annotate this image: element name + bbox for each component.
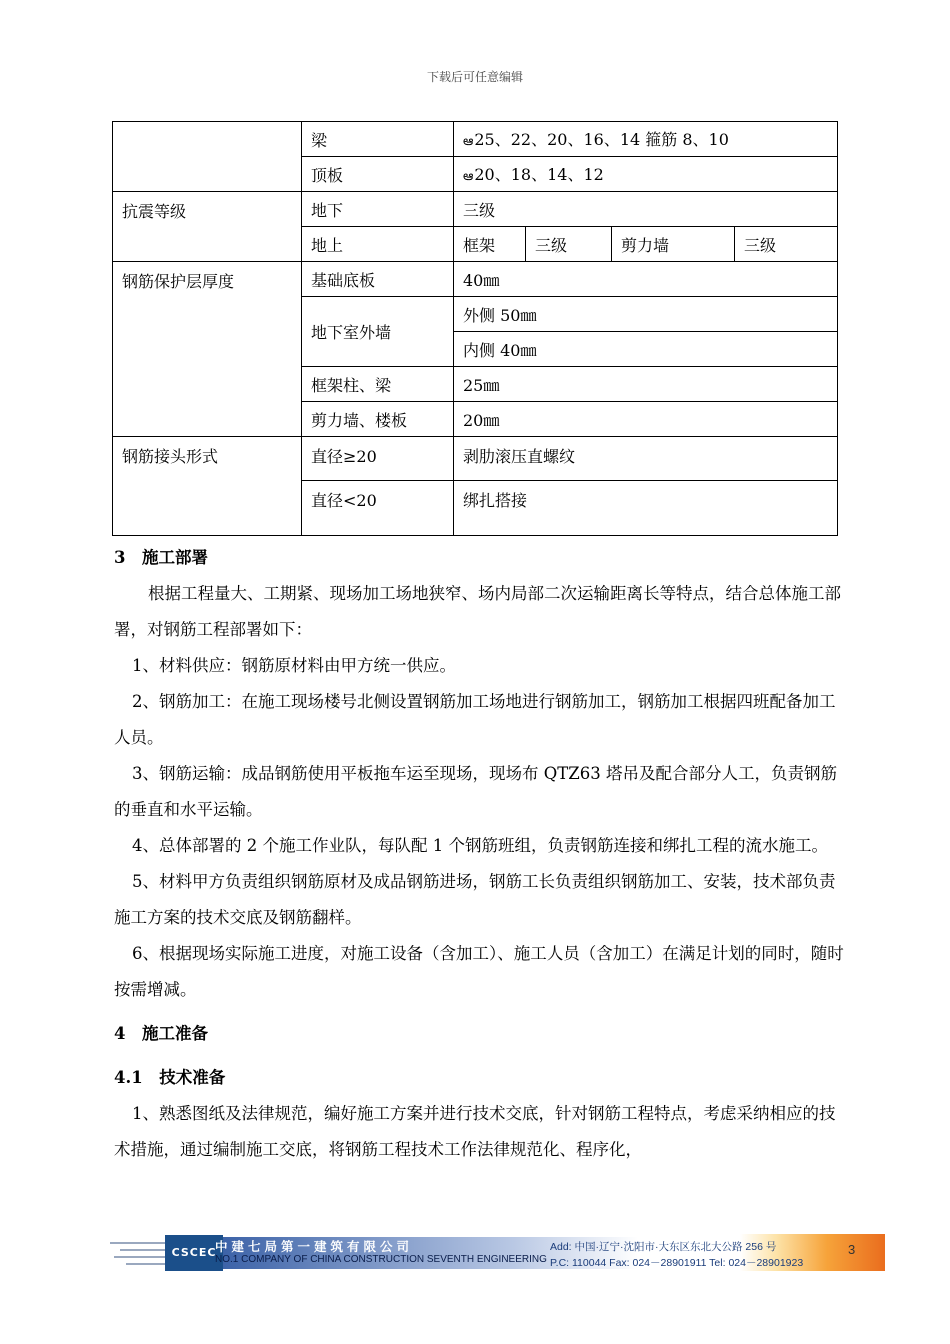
table-cell: 剪力墙、楼板 <box>302 402 454 437</box>
table-cell: 顶板 <box>302 157 454 192</box>
rebar-spec-roof: 20、18、14、12 <box>474 164 604 184</box>
company-logo: CSCEC <box>165 1235 223 1271</box>
table-row <box>113 122 838 157</box>
company-address: Add: 中国·辽宁·沈阳市·大东区东北大公路 256 号 <box>550 1241 777 1253</box>
speed-lines-icon <box>110 1237 165 1267</box>
table-cell: 框架柱、梁 <box>302 367 454 402</box>
rebar-symbol-icon: ఆ <box>463 168 474 184</box>
section-3-intro: 根据工程量大、工期紧、现场加工场地狭窄、场内局部二次运输距离长等特点，结合总体施工部署，对钢筋工程部署如下： <box>114 584 841 639</box>
page-watermark: 下载后可任意编辑 <box>426 70 523 84</box>
table-cell: 地上 <box>302 227 454 262</box>
table-cell: 框架 <box>454 227 526 262</box>
table-cell: 剪力墙 <box>612 227 735 262</box>
table-cell <box>454 122 838 157</box>
table-cell: 外侧 50㎜ <box>454 297 838 332</box>
table-cell: 三级 <box>735 227 838 262</box>
company-name-en: NO.1 COMPANY OF CHINA CONSTRUCTION SEVENTH ENGINEERING <box>215 1254 547 1265</box>
rebar-symbol-icon: ఆ <box>463 133 474 149</box>
cover-label: 钢筋保护层厚度 <box>113 262 302 437</box>
seismic-label: 抗震等级 <box>113 192 302 262</box>
table-cell: 基础底板 <box>302 262 454 297</box>
table-cell <box>113 122 302 192</box>
list-item: 4、总体部署的 2 个施工作业队，每队配 1 个钢筋班组，负责钢筋连接和绑扎工程的流水施工。 <box>132 836 828 855</box>
joint-label: 钢筋接头形式 <box>113 437 302 536</box>
rebar-spec-beam: 25、22、20、16、14 箍筋 8、10 <box>474 129 729 149</box>
table-cell: 40㎜ <box>454 262 838 297</box>
section-4-1-heading: 4.1 技术准备 <box>114 1068 226 1087</box>
table-cell: 三级 <box>454 192 838 227</box>
company-phone: P.C: 110044 Fax: 024－28901911 Tel: 024－28901923 <box>550 1257 804 1269</box>
table-cell: 直径≥20 <box>302 437 454 481</box>
rebar-spec-table <box>112 121 838 536</box>
section-4-heading: 4 施工准备 <box>114 1024 208 1043</box>
list-item: 1、材料供应：钢筋原材料由甲方统一供应。 <box>132 656 456 675</box>
table-row <box>113 437 838 481</box>
table-cell: 剥肋滚压直螺纹 <box>454 437 838 481</box>
list-item: 5、材料甲方负责组织钢筋原材及成品钢筋进场，钢筋工长负责组织钢筋加工、安装，技术部负责施工方案的技术交底及钢筋翻样。 <box>114 872 836 927</box>
table-cell: 直径<20 <box>302 481 454 536</box>
table-cell: 地下室外墙 <box>302 297 454 367</box>
company-contact <box>550 1239 803 1271</box>
list-item: 3、钢筋运输：成品钢筋使用平板拖车运至现场，现场布 QTZ63 塔吊及配合部分人工，负责钢筋的垂直和水平运输。 <box>114 764 837 819</box>
table-row <box>113 192 838 227</box>
page-number: 3 <box>848 1242 856 1257</box>
table-cell <box>454 157 838 192</box>
page-footer <box>110 1233 885 1273</box>
document-body <box>114 540 844 1168</box>
list-item: 1、熟悉图纸及法律规范，编好施工方案并进行技术交底，针对钢筋工程特点，考虑采纳相应的技术措施，通过编制施工交底，将钢筋工程技术工作法律规范化、程序化， <box>114 1104 836 1159</box>
company-name-cn: 中建七局第一建筑有限公司 <box>215 1239 414 1254</box>
list-item: 6、根据现场实际施工进度，对施工设备（含加工）、施工人员（含加工）在满足计划的同时，随时按需增减。 <box>114 944 844 999</box>
table-cell: 地下 <box>302 192 454 227</box>
table-row <box>113 262 838 297</box>
table-cell: 内侧 40㎜ <box>454 332 838 367</box>
table-cell: 梁 <box>302 122 454 157</box>
table-cell: 25㎜ <box>454 367 838 402</box>
table-cell: 绑扎搭接 <box>454 481 838 536</box>
table-cell: 20㎜ <box>454 402 838 437</box>
section-3-heading: 3 施工部署 <box>114 548 208 567</box>
table-cell: 三级 <box>526 227 612 262</box>
list-item: 2、钢筋加工：在施工现场楼号北侧设置钢筋加工场地进行钢筋加工，钢筋加工根据四班配备加工人员。 <box>114 692 836 747</box>
